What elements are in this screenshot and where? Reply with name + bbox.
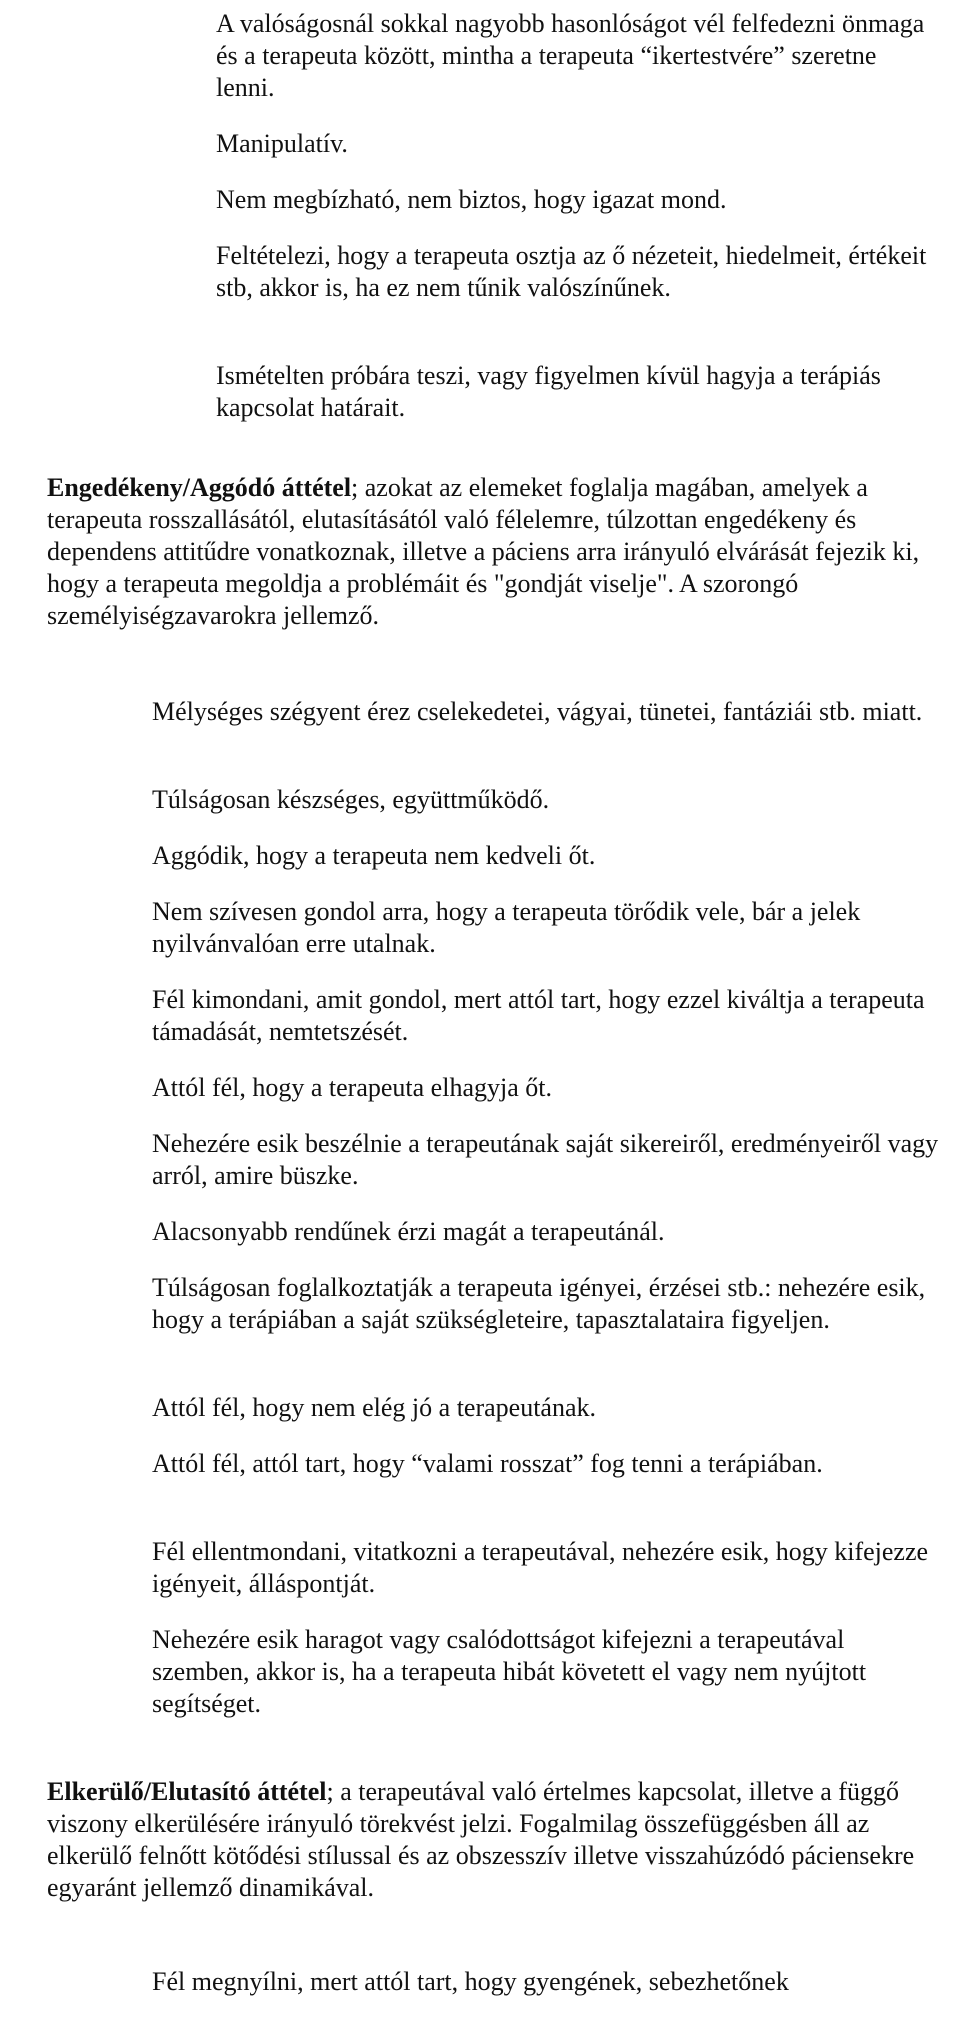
list-item: Nehezére esik haragot vagy csalódottságot kifejezni a terapeutával szemben, akkor is, ha a terapeuta hibát követett el vagy nem nyújtott segítséget. xyxy=(152,1625,867,1718)
list-item: Attól fél, hogy nem elég jó a terapeutának. xyxy=(152,1393,597,1422)
list-item: Fél kimondani, amit gondol, mert attól tart, hogy ezzel kiváltja a terapeuta támadását, nemtetszését. xyxy=(152,985,925,1046)
list-item: Attól fél, hogy a terapeuta elhagyja őt. xyxy=(152,1073,552,1102)
section-term: Elkerülő/Elutasító áttétel xyxy=(47,1777,327,1806)
list-item: Fél ellentmondani, vitatkozni a terapeutával, nehezére esik, hogy kifejezze igényeit, álláspontját. xyxy=(152,1537,929,1598)
section-paragraph-elkerulo xyxy=(47,1776,947,1904)
list-item: Aggódik, hogy a terapeuta nem kedveli őt. xyxy=(152,841,596,870)
list-item: A valóságosnál sokkal nagyobb hasonlóságot vél felfedezni önmaga és a terapeuta között, mintha a terapeuta “ikertestvére” szeretne lenni. xyxy=(216,9,925,102)
list-item: Fél megnyílni, mert attól tart, hogy gyengének, sebezhetőnek xyxy=(152,1967,789,1996)
section-description: ; azokat az elemeket foglalja magában, amelyek a terapeuta rosszallásától, elutasításától való félelemre, túlzottan engedékeny és dependens attitűdre vonatkoznak, illetve a páciens arra irányuló elvárását fejezik ki, hogy a terapeuta megoldja a problémáit és "gondját viselje". A szorongó személyiségzavarokra jellemző. xyxy=(47,473,920,630)
list-item: Manipulatív. xyxy=(216,129,348,158)
list-item: Attól fél, attól tart, hogy “valami rosszat” fog tenni a terápiában. xyxy=(152,1449,823,1478)
list-item: Mélységes szégyent érez cselekedetei, vágyai, tünetei, fantáziái stb. miatt. xyxy=(152,697,923,726)
list-item: Túlságosan foglalkoztatják a terapeuta igényei, érzései stb.: nehezére esik, hogy a terápiában a saját szükségleteire, tapasztalataira figyeljen. xyxy=(152,1273,926,1334)
section-paragraph-engedekeny xyxy=(47,472,947,632)
section-term: Engedékeny/Aggódó áttétel xyxy=(47,473,352,502)
section-description: ; a terapeutával való értelmes kapcsolat, illetve a függő viszony elkerülésére irányuló törekvést jelzi. Fogalmilag összefüggésben áll az elkerülő felnőtt kötődési stílussal és az obszesszív illetve visszahúzódó páciensekre egyaránt jellemző dinamikával. xyxy=(47,1777,915,1902)
list-item: Alacsonyabb rendűnek érzi magát a terapeutánál. xyxy=(152,1217,665,1246)
list-item: Nehezére esik beszélnie a terapeutának saját sikereiről, eredményeiről vagy arról, amire büszke. xyxy=(152,1129,939,1190)
list-item: Nem megbízható, nem biztos, hogy igazat mond. xyxy=(216,185,727,214)
list-item: Feltételezi, hogy a terapeuta osztja az ő nézeteit, hiedelmeit, értékeit stb, akkor is, ha ez nem tűnik valószínűnek. xyxy=(216,241,927,302)
list-item: Ismételten próbára teszi, vagy figyelmen kívül hagyja a terápiás kapcsolat határait. xyxy=(216,361,881,422)
list-item: Nem szívesen gondol arra, hogy a terapeuta törődik vele, bár a jelek nyilvánvalóan erre utalnak. xyxy=(152,897,861,958)
list-item: Túlságosan készséges, együttműködő. xyxy=(152,785,550,814)
